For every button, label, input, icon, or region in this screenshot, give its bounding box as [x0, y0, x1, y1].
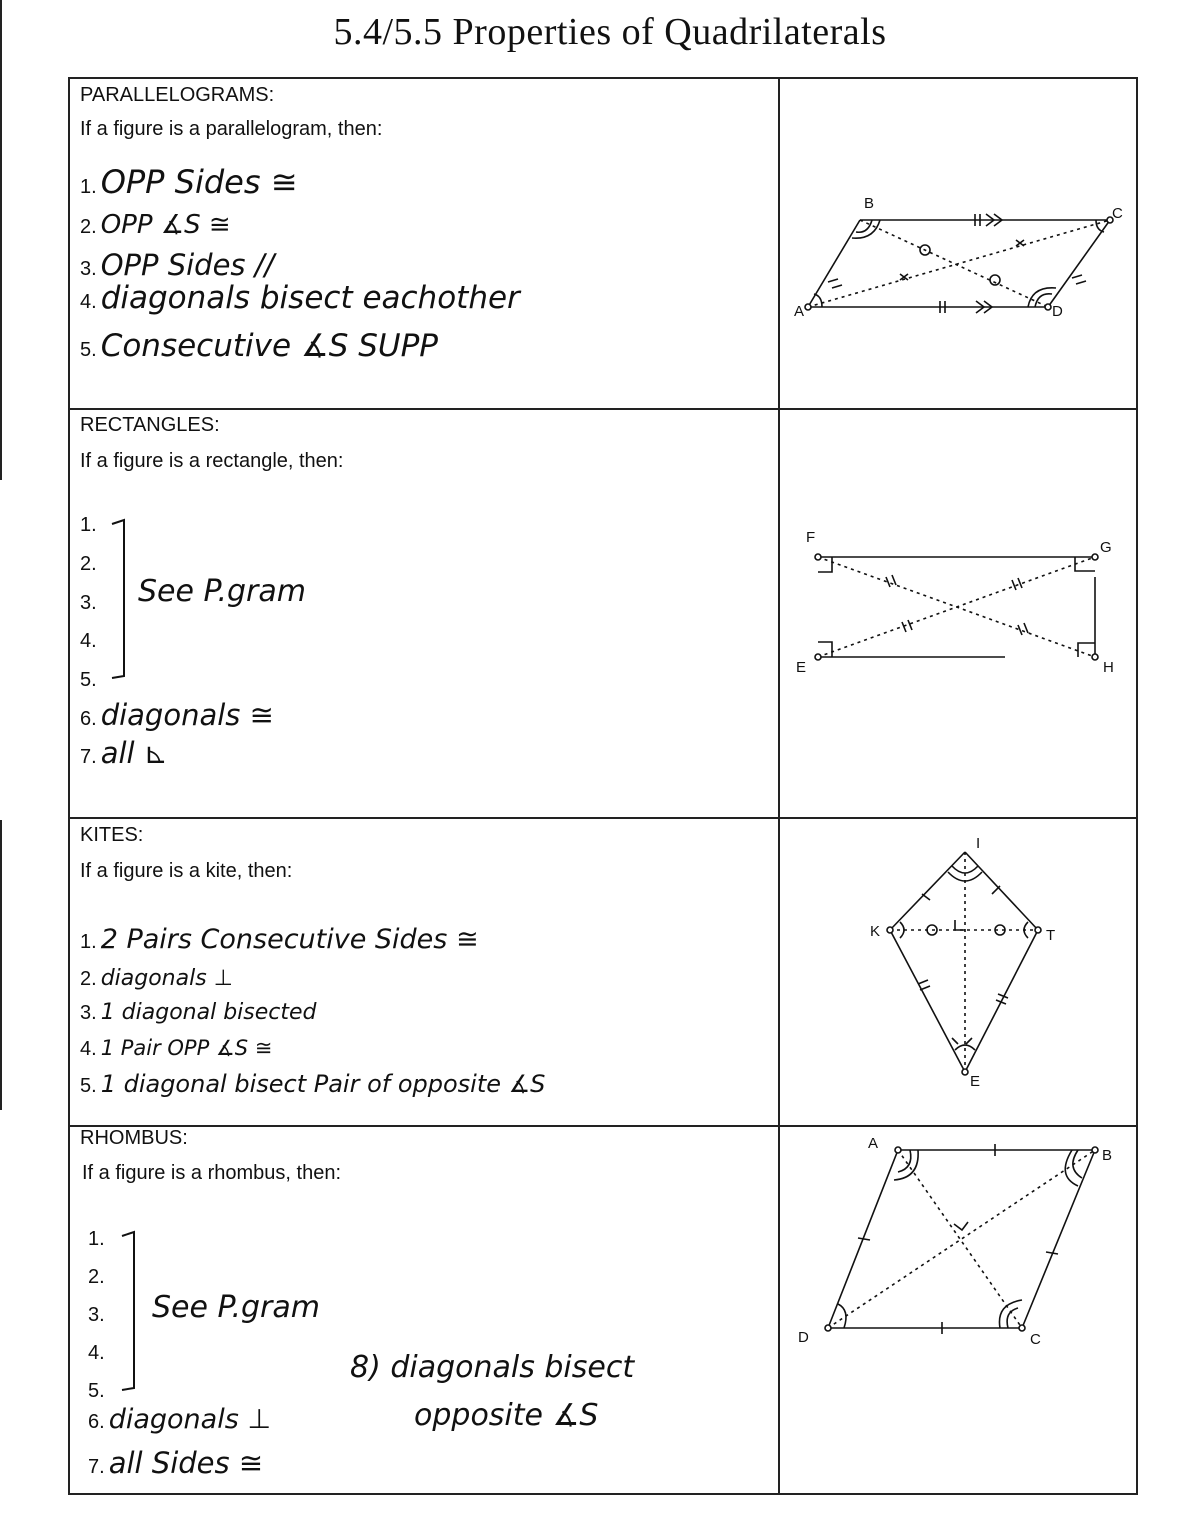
rhombus-figure — [790, 1128, 1130, 1358]
bracket-note: See P.gram — [138, 574, 306, 609]
list-number: 2. — [80, 553, 97, 575]
list-item: 6. diagonals ⊥ — [88, 1404, 271, 1435]
rhombus-heading: RHOMBUS: — [80, 1127, 188, 1149]
table-column-divider — [778, 77, 780, 1495]
congruence-mark — [902, 620, 912, 632]
page-title: 5.4/5.5 Properties of Quadrilaterals — [333, 11, 887, 53]
list-item: 5. Consecutive ∡S SUPP — [80, 328, 438, 364]
segment-mark-x — [1016, 240, 1024, 246]
list-number: 3. — [88, 1304, 105, 1326]
angle-arc-a — [898, 1150, 911, 1172]
list-item: 2. OPP ∡S ≅ — [80, 210, 231, 240]
list-number: 5. — [88, 1380, 105, 1402]
side-ke — [890, 930, 965, 1072]
segment-mark-circle — [990, 275, 1000, 285]
list-number: 2. — [88, 1266, 105, 1288]
vertex-label: F — [806, 529, 816, 546]
vertex-label: B — [1102, 1147, 1113, 1164]
diagonal-bd — [860, 220, 1048, 307]
congruence-mark — [1018, 623, 1028, 635]
angle-arc-c — [1007, 1308, 1018, 1328]
row-divider — [68, 1125, 1138, 1127]
vertex-dot — [815, 654, 821, 660]
kite-figure — [860, 832, 1070, 1092]
diagonal-ac — [898, 1150, 1022, 1328]
list-number: 4. — [80, 630, 97, 652]
congruence-mark — [828, 279, 842, 288]
list-number: 3. — [80, 592, 97, 614]
side-bc — [1022, 1150, 1095, 1328]
vertex-dot — [1092, 554, 1098, 560]
vertex-dot — [1092, 1147, 1098, 1153]
congruence-mark — [886, 575, 896, 587]
vertex-label: K — [870, 923, 881, 940]
bracket — [108, 516, 132, 682]
vertex-dot — [825, 1325, 831, 1331]
side-te — [965, 930, 1038, 1072]
list-item: 1. 2 Pairs Consecutive Sides ≅ — [80, 924, 479, 955]
vertex-dot — [1035, 927, 1041, 933]
extra-property-note: opposite ∡S — [414, 1398, 599, 1433]
rhombus-intro: If a figure is a rhombus, then: — [82, 1162, 342, 1184]
vertex-label: C — [1112, 205, 1123, 222]
vertex-dot — [887, 927, 893, 933]
row-divider — [68, 817, 1138, 819]
congruence-mark — [1046, 1252, 1058, 1254]
vertex-label: A — [794, 303, 805, 320]
list-number: 1. — [88, 1228, 105, 1250]
vertex-dot — [1019, 1325, 1025, 1331]
list-item: 5. 1 diagonal bisect Pair of opposite ∡S — [80, 1070, 546, 1098]
congruence-mark — [992, 886, 1000, 894]
rectangles-heading: RECTANGLES: — [80, 414, 220, 436]
bracket — [118, 1228, 142, 1394]
rectangle-figure — [790, 522, 1130, 682]
vertex-label: A — [868, 1135, 879, 1152]
vertex-dot — [1045, 304, 1051, 310]
vertex-label: C — [1030, 1331, 1041, 1348]
list-item: 3. OPP Sides // — [80, 248, 275, 282]
rectangles-intro: If a figure is a rectangle, then: — [80, 450, 344, 472]
kites-heading: KITES: — [80, 824, 144, 846]
scan-margin-line — [0, 820, 2, 1110]
list-item: 1. OPP Sides ≅ — [80, 163, 298, 201]
vertex-label: E — [796, 659, 807, 676]
congruence-mark — [1072, 275, 1086, 284]
extra-property-note: 8) diagonals bisect — [350, 1350, 635, 1385]
parallelograms-heading: PARALLELOGRAMS: — [80, 84, 275, 106]
side-dc — [1048, 220, 1110, 307]
list-item: 7. all Sides ≅ — [88, 1446, 264, 1480]
vertex-dot — [895, 1147, 901, 1153]
vertex-dot — [805, 304, 811, 310]
parallelogram-figure — [790, 190, 1130, 330]
angle-arc-k — [900, 922, 904, 938]
vertex-label: G — [1100, 539, 1112, 556]
list-item: 6. diagonals ≅ — [80, 698, 274, 732]
congruence-mark — [922, 894, 930, 900]
side-ik — [890, 852, 965, 930]
vertex-label: D — [1052, 303, 1063, 320]
right-angle-mark — [954, 1222, 968, 1230]
vertex-label: D — [798, 1329, 809, 1346]
vertex-label: E — [970, 1073, 981, 1090]
parallelograms-intro: If a figure is a parallelogram, then: — [80, 118, 383, 140]
list-item: 7. all ⊾ — [80, 736, 169, 770]
kites-intro: If a figure is a kite, then: — [80, 860, 293, 882]
vertex-label: H — [1103, 659, 1114, 676]
angle-mark-e — [952, 1038, 972, 1044]
list-item: 2. diagonals ⊥ — [80, 966, 233, 991]
list-item: 4. 1 Pair OPP ∡S ≅ — [80, 1036, 273, 1060]
list-number: 5. — [80, 669, 97, 691]
list-number: 1. — [80, 514, 97, 536]
diagonal-ac — [808, 220, 1110, 307]
bracket-note: See P.gram — [152, 1290, 320, 1325]
congruence-mark — [858, 1238, 870, 1240]
scan-margin-line — [0, 0, 2, 480]
vertex-dot — [1092, 654, 1098, 660]
vertex-label: B — [864, 195, 875, 212]
row-divider — [68, 408, 1138, 410]
congruence-mark — [1012, 578, 1022, 590]
angle-arc-d — [838, 1304, 846, 1328]
angle-arc-a — [894, 1150, 918, 1180]
list-number: 4. — [88, 1342, 105, 1364]
vertex-label: T — [1046, 927, 1056, 944]
list-item: 3. 1 diagonal bisected — [80, 1000, 317, 1025]
side-it — [965, 852, 1038, 930]
vertex-dot — [815, 554, 821, 560]
vertex-label: I — [976, 835, 981, 852]
vertex-dot — [962, 1069, 968, 1075]
list-item: 4. diagonals bisect eachother — [80, 280, 520, 316]
right-angle-mark — [955, 920, 965, 930]
